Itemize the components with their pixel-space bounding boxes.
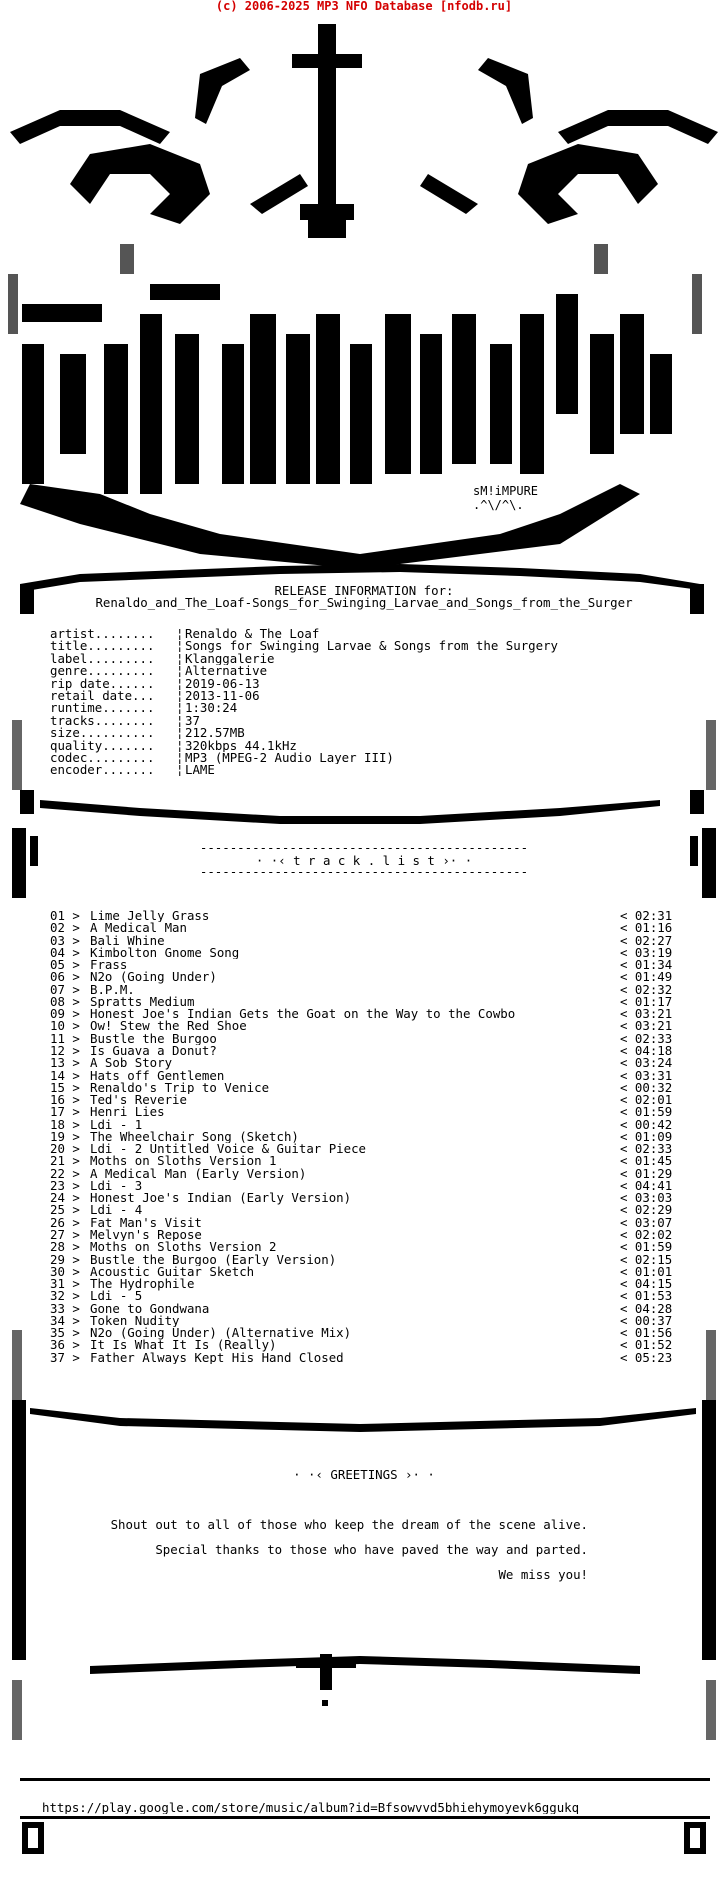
tracklist-title: · ·‹ t r a c k . l i s t ›· ·: [255, 853, 473, 868]
track-number: 28 >: [50, 1239, 80, 1255]
track-row: [50, 1349, 680, 1365]
track-duration: < 03:24: [620, 1055, 673, 1071]
track-duration: < 01:59: [620, 1239, 673, 1255]
track-title: Spratts Medium: [90, 995, 195, 1009]
track-duration: < 01:09: [620, 1128, 673, 1144]
track-number: 04 >: [50, 944, 80, 960]
track-row: [50, 1251, 680, 1267]
track-duration: < 02:32: [620, 981, 673, 997]
track-number: 32 >: [50, 1288, 80, 1304]
track-row: [50, 932, 680, 948]
track-number: 34 >: [50, 1312, 80, 1328]
track-duration: < 01:01: [620, 1263, 673, 1279]
track-duration: < 00:42: [620, 1116, 673, 1132]
track-title: Ldi - 2 Untitled Voice & Guitar Piece: [90, 1143, 367, 1156]
tracklist-rule-bottom: --------------------------------------------: [199, 864, 529, 879]
track-duration: < 02:29: [620, 1202, 673, 1218]
release-info-key: runtime.......: [50, 700, 155, 716]
track-number: 17 >: [50, 1104, 80, 1120]
track-duration: < 03:19: [620, 944, 673, 960]
track-number: 15 >: [50, 1079, 80, 1095]
track-number: 02 >: [50, 920, 80, 936]
track-row: [50, 1079, 680, 1095]
track-number: 01 >: [50, 908, 80, 923]
track-title: Ldi - 3: [90, 1179, 143, 1193]
release-heading: RELEASE INFORMATION for:: [274, 583, 454, 598]
track-number: 30 >: [50, 1263, 80, 1279]
source-url-link[interactable]: https://play.google.com/store/music/album?id=Bfsowvvd5bhiehymoyevk6ggukq: [42, 1802, 580, 1815]
track-title: Acoustic Guitar Sketch: [90, 1265, 255, 1279]
track-row: [50, 922, 680, 934]
release-info-key: tracks........: [50, 712, 155, 728]
track-number: 26 >: [50, 1214, 80, 1230]
release-info-value: 37: [185, 714, 200, 728]
track-row: [50, 1177, 680, 1193]
greeting-line: We miss you!: [498, 1567, 588, 1582]
group-tag-line: .^\/^\.: [473, 498, 524, 512]
track-duration: < 05:23: [620, 1349, 673, 1365]
release-info-value: 320kbps 44.1kHz: [185, 739, 297, 752]
track-row: [50, 910, 680, 922]
track-title: A Medical Man: [90, 922, 187, 935]
track-duration: < 01:56: [620, 1325, 673, 1341]
track-title: Ted's Reverie: [90, 1094, 187, 1107]
track-title: Bali Whine: [90, 934, 165, 947]
track-duration: < 00:37: [620, 1312, 673, 1328]
track-row: [50, 1008, 680, 1020]
track-row: [50, 1030, 680, 1046]
track-duration: < 00:32: [620, 1079, 673, 1095]
track-title: Moths on Sloths Version 1: [90, 1155, 277, 1168]
track-duration: < 02:33: [620, 1030, 673, 1046]
greeting-line: Special thanks to those who have paved the way and parted.: [155, 1542, 588, 1557]
greetings-title: · ·‹ GREETINGS ›· ·: [293, 1467, 435, 1482]
track-title: Renaldo's Trip to Venice: [90, 1081, 270, 1095]
track-number: 19 >: [50, 1128, 80, 1144]
track-row: [50, 1128, 680, 1144]
track-title: Moths on Sloths Version 2: [90, 1241, 277, 1254]
release-info-key: retail date...: [50, 688, 155, 703]
track-number: 14 >: [50, 1067, 80, 1083]
release-info-key: rip date......: [50, 675, 155, 691]
release-info-value: Alternative: [185, 665, 268, 678]
track-title: Father Always Kept His Hand Closed: [90, 1351, 344, 1365]
greeting-line: Shout out to all of those who keep the dream of the scene alive.: [110, 1517, 588, 1532]
track-title: Bustle the Burgoo (Early Version): [90, 1253, 337, 1266]
track-duration: < 01:49: [620, 969, 673, 985]
release-info-value: Songs for Swinging Larvae & Songs from the Surgery: [185, 640, 558, 653]
track-title: N2o (Going Under): [90, 971, 217, 984]
track-number: 25 >: [50, 1202, 80, 1218]
track-number: 16 >: [50, 1092, 80, 1108]
track-title: Ow! Stew the Red Shoe: [90, 1020, 247, 1033]
release-info-value: MP3 (MPEG-2 Audio Layer III): [185, 752, 394, 765]
track-title: Ldi - 5: [90, 1290, 143, 1303]
track-duration: < 02:15: [620, 1251, 673, 1267]
track-number: 37 >: [50, 1349, 80, 1365]
track-title: Kimbolton Gnome Song: [90, 946, 240, 960]
track-title: Frass: [90, 959, 128, 972]
release-info-value: Renaldo & The Loaf: [185, 628, 320, 641]
track-duration: < 03:31: [620, 1067, 673, 1083]
track-title: Ldi - 1: [90, 1118, 143, 1131]
track-row: [50, 1094, 680, 1106]
release-info-value: 212.57MB: [185, 727, 245, 740]
release-info-value: 2019-06-13: [185, 677, 260, 690]
track-duration: < 02:01: [620, 1092, 673, 1108]
release-info-key: size..........: [50, 725, 155, 741]
track-number: 11 >: [50, 1030, 80, 1046]
release-info-value: LAME: [185, 764, 215, 777]
track-title: N2o (Going Under) (Alternative Mix): [90, 1327, 352, 1340]
track-title: Melvyn's Repose: [90, 1229, 202, 1242]
track-number: 12 >: [50, 1042, 80, 1058]
release-name: Renaldo_and_The_Loaf-Songs_for_Swinging_Larvae_and_Songs_from_the_Surger: [95, 595, 633, 610]
track-row: [50, 1106, 680, 1118]
track-duration: < 01:59: [620, 1104, 673, 1120]
track-title: A Medical Man (Early Version): [90, 1167, 307, 1181]
track-number: 35 >: [50, 1325, 80, 1341]
track-row: [50, 1067, 680, 1083]
track-row: [50, 944, 680, 960]
track-duration: < 01:17: [620, 993, 673, 1009]
track-row: [50, 1312, 680, 1328]
track-title: A Sob Story: [90, 1057, 173, 1070]
track-row: [50, 1020, 680, 1032]
track-number: 03 >: [50, 932, 80, 948]
site-credit: (c) 2006-2025 MP3 NFO Database [nfodb.ru]: [215, 0, 513, 13]
track-row: [50, 993, 680, 1009]
track-duration: < 04:28: [620, 1300, 673, 1316]
release-info-value: 1:30:24: [185, 702, 238, 715]
track-row: [50, 1057, 680, 1069]
release-info-key: encoder.......: [50, 762, 155, 778]
track-number: 24 >: [50, 1190, 80, 1206]
track-duration: < 04:15: [620, 1276, 673, 1292]
track-row: [50, 971, 680, 983]
track-row: [50, 1290, 680, 1302]
track-number: 10 >: [50, 1018, 80, 1034]
track-row: [50, 1143, 680, 1155]
release-info-key: label.........: [50, 650, 155, 666]
track-number: 06 >: [50, 969, 80, 985]
group-tag-line: sM!iMPURE: [473, 484, 539, 498]
track-title: Honest Joe's Indian (Early Version): [90, 1192, 352, 1205]
track-number: 18 >: [50, 1116, 80, 1132]
track-row: [50, 1214, 680, 1230]
track-duration: < 02:02: [620, 1227, 673, 1243]
track-duration: < 03:03: [620, 1190, 673, 1206]
track-row: [50, 1300, 680, 1316]
tracklist-rule-top: --------------------------------------------: [199, 840, 529, 855]
release-info-key: genre.........: [50, 663, 155, 679]
release-info-value: 2013-11-06: [185, 690, 260, 703]
release-info-key: quality.......: [50, 737, 155, 753]
track-title: Gone to Gondwana: [90, 1302, 210, 1316]
ascii-art-logo: [0, 14, 728, 574]
track-row: [50, 1241, 680, 1253]
track-title: Token Nudity: [90, 1314, 180, 1328]
group-tag: [473, 484, 538, 512]
track-title: It Is What It Is (Really): [90, 1339, 277, 1352]
track-number: 31 >: [50, 1276, 80, 1292]
track-row: [50, 1155, 680, 1167]
track-duration: < 03:07: [620, 1214, 673, 1230]
track-number: 05 >: [50, 957, 80, 973]
track-title: The Hydrophile: [90, 1278, 195, 1291]
track-row: [50, 1116, 680, 1132]
track-title: Henri Lies: [90, 1106, 165, 1119]
track-row: [50, 1327, 680, 1339]
track-row: [50, 1204, 680, 1216]
track-duration: < 01:45: [620, 1153, 673, 1169]
track-number: 29 >: [50, 1251, 80, 1267]
track-title: B.P.M.: [90, 983, 135, 997]
track-number: 36 >: [50, 1337, 80, 1353]
track-duration: < 03:21: [620, 1018, 673, 1034]
track-title: The Wheelchair Song (Sketch): [90, 1130, 299, 1144]
release-info-key: title.........: [50, 638, 155, 654]
track-duration: < 02:27: [620, 932, 673, 948]
track-title: Bustle the Burgoo: [90, 1032, 217, 1046]
track-row: [50, 959, 680, 971]
track-row: [50, 1263, 680, 1279]
track-duration: < 01:29: [620, 1165, 673, 1181]
track-title: Lime Jelly Grass: [90, 910, 210, 923]
track-duration: < 04:41: [620, 1177, 673, 1193]
release-info-key: codec.........: [50, 750, 155, 765]
track-duration: < 02:33: [620, 1141, 673, 1157]
track-duration: < 03:21: [620, 1006, 673, 1022]
track-number: 22 >: [50, 1165, 80, 1181]
track-title: Fat Man's Visit: [90, 1216, 202, 1230]
track-title: Ldi - 4: [90, 1204, 143, 1217]
track-row: [50, 1042, 680, 1058]
track-duration: < 01:52: [620, 1337, 673, 1353]
track-number: 33 >: [50, 1300, 80, 1316]
track-row: [50, 981, 680, 997]
track-title: Is Guava a Donut?: [90, 1044, 217, 1058]
track-row: [50, 1165, 680, 1181]
track-row: [50, 1339, 680, 1351]
track-number: 21 >: [50, 1153, 80, 1169]
track-number: 09 >: [50, 1006, 80, 1022]
track-duration: < 01:34: [620, 957, 673, 973]
track-title: Honest Joe's Indian Gets the Goat on the Way to the Cowbo: [90, 1008, 516, 1021]
track-row: [50, 1229, 680, 1241]
track-duration: < 02:31: [620, 908, 673, 923]
release-info-value: Klanggalerie: [185, 652, 275, 666]
track-duration: < 04:18: [620, 1042, 673, 1058]
release-info-key: artist........: [50, 626, 155, 641]
track-number: 23 >: [50, 1177, 80, 1193]
track-number: 08 >: [50, 993, 80, 1009]
track-number: 07 >: [50, 981, 80, 997]
track-number: 13 >: [50, 1055, 80, 1071]
track-duration: < 01:16: [620, 920, 673, 936]
track-number: 20 >: [50, 1141, 80, 1157]
track-row: [50, 1278, 680, 1290]
track-row: [50, 1192, 680, 1204]
track-title: Hats off Gentlemen: [90, 1069, 225, 1082]
track-duration: < 01:53: [620, 1288, 673, 1304]
track-number: 27 >: [50, 1227, 80, 1243]
